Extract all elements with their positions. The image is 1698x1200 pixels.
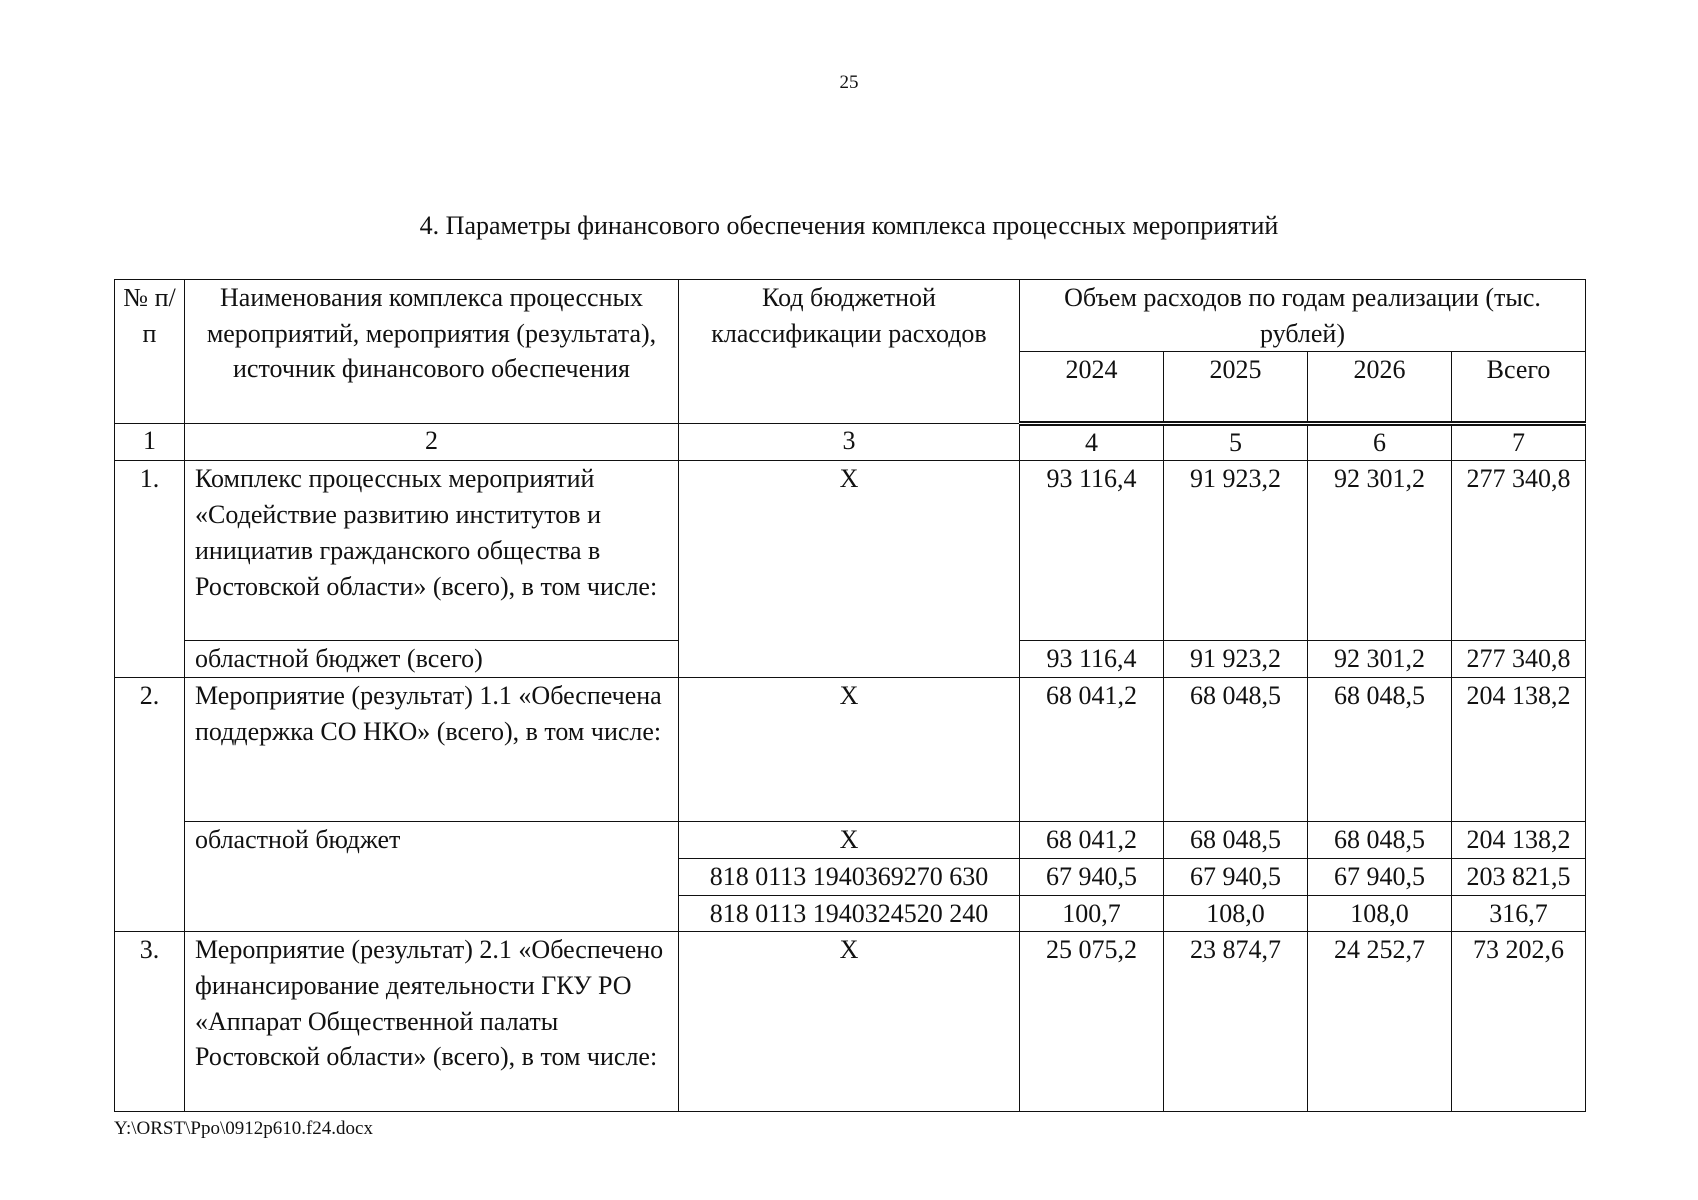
colnum-5: 5 — [1164, 424, 1308, 461]
row-2-2024: 68 041,2 — [1020, 678, 1164, 822]
row-2c-2025: 108,0 — [1164, 895, 1308, 932]
row-2-name: Мероприятие (результат) 1.1 «Обеспечена поддержка СО НКО» (всего), в том числе: — [185, 678, 679, 822]
header-year-2025: 2025 — [1164, 352, 1308, 424]
row-3-num: 3. — [115, 932, 185, 1112]
table-row — [115, 678, 1586, 822]
row-2-total: 204 138,2 — [1452, 678, 1586, 822]
row-1a-2026: 92 301,2 — [1308, 641, 1452, 678]
row-2b-2026: 67 940,5 — [1308, 858, 1452, 895]
row-3-total: 73 202,6 — [1452, 932, 1586, 1112]
row-2c-2024: 100,7 — [1020, 895, 1164, 932]
header-total: Всего — [1452, 352, 1586, 424]
header-name: Наименования комплекса процессных мероприятий, мероприятия (результата), источник финансового обеспечения — [185, 280, 679, 424]
row-2c-2026: 108,0 — [1308, 895, 1452, 932]
row-3-2024: 25 075,2 — [1020, 932, 1164, 1112]
header-year-2024: 2024 — [1020, 352, 1164, 424]
header-code: Код бюджетной классификации расходов — [679, 280, 1020, 424]
header-row-1 — [115, 280, 1586, 352]
page-number: 25 — [839, 72, 859, 93]
colnum-6: 6 — [1308, 424, 1452, 461]
row-1-code: X — [679, 461, 1020, 678]
table-row — [115, 822, 1586, 859]
header-year-2026: 2026 — [1308, 352, 1452, 424]
row-1-total: 277 340,8 — [1452, 461, 1586, 641]
row-2b-2024: 67 940,5 — [1020, 858, 1164, 895]
column-numbers-row — [115, 424, 1586, 461]
table-row — [115, 932, 1586, 1112]
row-3-2026: 24 252,7 — [1308, 932, 1452, 1112]
colnum-4: 4 — [1020, 424, 1164, 461]
row-3-code: X — [679, 932, 1020, 1112]
row-2b-code: 818 0113 1940369270 630 — [679, 858, 1020, 895]
colnum-3: 3 — [679, 424, 1020, 461]
row-2a-name: областной бюджет — [185, 822, 679, 932]
row-1a-2024: 93 116,4 — [1020, 641, 1164, 678]
section-title: 4. Параметры финансового обеспечения комплекса процессных мероприятий — [419, 211, 1279, 240]
row-2b-2025: 67 940,5 — [1164, 858, 1308, 895]
colnum-7: 7 — [1452, 424, 1586, 461]
row-3-name: Мероприятие (результат) 2.1 «Обеспечено финансирование деятельности ГКУ РО «Аппарат Общественной палаты Ростовской области» (всего), в том числе: — [185, 932, 679, 1112]
row-2a-2026: 68 048,5 — [1308, 822, 1452, 859]
row-2a-code: X — [679, 822, 1020, 859]
colnum-2: 2 — [185, 424, 679, 461]
header-num: № п/п — [115, 280, 185, 424]
row-2-num: 2. — [115, 678, 185, 932]
row-1-2024: 93 116,4 — [1020, 461, 1164, 641]
row-2a-total: 204 138,2 — [1452, 822, 1586, 859]
row-1-2026: 92 301,2 — [1308, 461, 1452, 641]
footer-file-path: Y:\ORST\Ppo\0912p610.f24.docx — [114, 1118, 373, 1139]
row-2b-total: 203 821,5 — [1452, 858, 1586, 895]
row-1-2025: 91 923,2 — [1164, 461, 1308, 641]
row-2a-2024: 68 041,2 — [1020, 822, 1164, 859]
row-1a-name: областной бюджет (всего) — [185, 641, 679, 678]
row-2c-total: 316,7 — [1452, 895, 1586, 932]
row-1-name: Комплекс процессных мероприятий «Содействие развитию институтов и инициатив гражданского общества в Ростовской области» (всего), в том числе: — [185, 461, 679, 641]
table-row — [115, 461, 1586, 641]
row-2-code: X — [679, 678, 1020, 822]
row-1a-2025: 91 923,2 — [1164, 641, 1308, 678]
row-1a-total: 277 340,8 — [1452, 641, 1586, 678]
financing-table — [114, 279, 1586, 1112]
row-3-2025: 23 874,7 — [1164, 932, 1308, 1112]
row-2-2025: 68 048,5 — [1164, 678, 1308, 822]
header-volume-group: Объем расходов по годам реализации (тыс. рублей) — [1020, 280, 1586, 352]
row-2c-code: 818 0113 1940324520 240 — [679, 895, 1020, 932]
row-2-2026: 68 048,5 — [1308, 678, 1452, 822]
row-2a-2025: 68 048,5 — [1164, 822, 1308, 859]
colnum-1: 1 — [115, 424, 185, 461]
row-1-num: 1. — [115, 461, 185, 678]
